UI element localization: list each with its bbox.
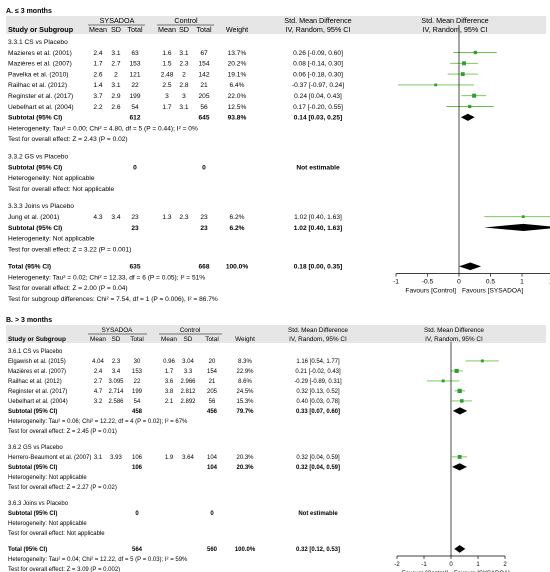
column-header: Mean	[161, 336, 177, 343]
header-smd-plot: Std. Mean Difference	[424, 327, 484, 334]
header-group2: Control	[179, 327, 201, 334]
subgroup-note: Heterogeneity: Not applicable	[8, 521, 87, 527]
subgroup-note: Heterogeneity: Not applicable	[8, 475, 87, 481]
study-name: Reginster et al. (2017)	[8, 389, 68, 395]
column-header: Weight	[225, 25, 249, 34]
study-total1: 23	[131, 213, 139, 221]
header-smd-text: Std. Mean Difference	[284, 16, 352, 25]
subtotal-weight: 20.3%	[236, 465, 254, 471]
column-header: IV, Random, 95% CI	[285, 25, 351, 34]
subgroup-note: Test for overall effect: Not applicable	[8, 185, 115, 193]
subtotal-label: Subtotal (95% CI)	[8, 409, 58, 415]
study-point	[455, 369, 459, 373]
study-point	[522, 215, 525, 218]
column-header: Total	[130, 336, 144, 343]
subtotal-total1: 0	[133, 164, 137, 172]
study-weight: 8.3%	[238, 359, 252, 365]
x-tick-label: -2	[394, 562, 400, 568]
study-mean1: 1.4	[93, 82, 103, 90]
study-weight: 15.3%	[236, 399, 254, 405]
total-note: Heterogeneity: Tau² = 0.04; Chi² = 12.22, df = 5 (P = 0.03); I² = 59%	[8, 557, 188, 563]
subtotal-total2: 645	[198, 114, 210, 122]
study-sd2: 3	[182, 93, 186, 100]
study-weight: 8.6%	[238, 379, 252, 385]
subtotal-total1: 0	[135, 511, 139, 517]
total-total1: 564	[131, 547, 143, 553]
study-total1: 30	[133, 359, 141, 365]
study-weight: 22.9%	[236, 369, 254, 375]
study-weight: 13.7%	[227, 49, 247, 57]
study-name: Railhac et al. (2012)	[8, 379, 62, 385]
study-mean2: 2.48	[160, 71, 174, 79]
study-ci-text: 0.26 [-0.09, 0.60]	[293, 49, 343, 57]
subtotal-ci-text: Not estimable	[296, 164, 340, 172]
total-note: Heterogeneity: Tau² = 0.02; Chi² = 12.33, df = 6 (P = 0.05); I² = 51%	[8, 274, 206, 282]
study-mean1: 2.4	[93, 369, 103, 375]
study-sd1: 2	[114, 71, 118, 79]
header-smd-text: Std. Mean Difference	[288, 327, 348, 334]
study-total2: 56	[208, 399, 216, 405]
study-total1: 22	[131, 82, 139, 90]
subtotal-weight: 93.8%	[227, 114, 247, 122]
study-name: Mazieres et al. (2001)	[8, 49, 72, 57]
study-point	[460, 399, 463, 402]
study-point	[468, 105, 471, 108]
subtotal-total2: 456	[206, 409, 218, 415]
study-ci-text: 0.32 [0.04, 0.59]	[296, 455, 340, 461]
study-sd2: 3.1	[179, 49, 189, 57]
study-total1: 199	[129, 93, 141, 100]
study-sd2: 2.8	[179, 82, 189, 90]
total-note: Test for overall effect: Z = 2.00 (P = 0.04)	[8, 285, 128, 293]
column-header: Weight	[235, 336, 255, 343]
study-total2: 23	[200, 213, 208, 221]
study-mean2: 1.9	[164, 455, 174, 461]
study-total1: 121	[129, 71, 141, 79]
study-point	[481, 359, 484, 362]
subtotal-total2: 0	[202, 164, 206, 172]
study-mean1: 2.6	[93, 71, 103, 79]
study-sd1: 2.7	[111, 60, 121, 68]
study-ci-text: 0.08 [-0.14, 0.30]	[293, 60, 343, 68]
study-total2: 67	[200, 49, 208, 57]
study-sd2: 2.892	[180, 399, 196, 405]
study-mean2: 2.1	[164, 399, 174, 405]
study-mean1: 2.2	[93, 103, 103, 111]
study-total2: 56	[200, 103, 208, 111]
subgroup-note: Test for overall effect: Not applicable	[8, 531, 105, 537]
study-mean2: 3.8	[164, 389, 174, 395]
total-note: Test for overall effect: Z = 3.09 (P = 0.002)	[8, 567, 121, 572]
column-header: SD	[179, 25, 189, 34]
subtotal-ci-text: 0.14 [0.03, 0.25]	[293, 114, 343, 122]
study-name: Uebelhart et al. (2004)	[8, 399, 68, 405]
study-mean2: 0.96	[163, 359, 175, 365]
subtotal-label: Subtotal (95% CI)	[8, 164, 63, 172]
study-sd1: 3.1	[111, 49, 121, 57]
study-mean1: 3.2	[93, 399, 103, 405]
study-mean2: 1.7	[164, 369, 174, 375]
study-sd2: 2.3	[179, 213, 189, 221]
x-tick-label: 1	[476, 562, 480, 568]
study-mean2: 1.6	[162, 49, 172, 57]
study-sd2: 2.812	[180, 389, 196, 395]
study-ci-text: 1.02 [0.40, 1.63]	[294, 213, 342, 221]
subtotal-total1: 23	[131, 224, 139, 232]
study-sd1: 2.6	[111, 103, 121, 111]
column-header: SD	[111, 25, 121, 34]
study-ci-text: 0.21 [-0.02, 0.43]	[295, 369, 341, 375]
subtotal-diamond	[453, 407, 467, 414]
study-ci-text: 0.40 [0.03, 0.78]	[296, 399, 340, 405]
study-mean2: 1.3	[162, 213, 172, 221]
column-header: Mean	[90, 336, 106, 343]
study-weight: 20.3%	[236, 455, 254, 461]
total-total2: 560	[206, 547, 218, 553]
study-mean1: 4.3	[93, 213, 103, 221]
study-total2: 154	[198, 60, 210, 68]
study-total2: 142	[198, 71, 210, 79]
study-name: Jung et al. (2001)	[8, 213, 60, 221]
study-total2: 21	[200, 82, 208, 90]
subtotal-label: Subtotal (95% CI)	[8, 465, 58, 471]
subtotal-ci-text: 1.02 [0.40, 1.63]	[293, 224, 343, 232]
study-total1: 153	[129, 60, 141, 68]
study-total2: 104	[206, 455, 218, 461]
total-weight: 100.0%	[225, 263, 249, 271]
study-ci-text: 0.32 [0.13, 0.52]	[296, 389, 340, 395]
study-ci-text: 0.24 [0.04, 0.43]	[294, 93, 342, 100]
study-sd1: 3.4	[111, 213, 121, 221]
study-total1: 54	[131, 103, 139, 111]
study-sd1: 2.714	[108, 389, 124, 395]
total-total2: 668	[198, 263, 210, 271]
study-mean2: 2.5	[162, 82, 172, 90]
subtotal-total2: 23	[200, 224, 208, 232]
study-ci-text: 0.17 [-0.20, 0.55]	[293, 103, 343, 111]
study-total2: 205	[206, 389, 218, 395]
study-sd2: 3.64	[182, 455, 194, 461]
subgroup-note: Test for overall effect: Z = 2.43 (P = 0.02)	[8, 136, 128, 144]
subgroup-title: 3.6.3 Joins vs Placebo	[8, 501, 69, 507]
total-total1: 635	[129, 263, 141, 271]
total-ci-text: 0.18 [0.00, 0.35]	[293, 263, 343, 271]
study-total1: 22	[133, 379, 141, 385]
study-sd1: 2.586	[108, 399, 124, 405]
subtotal-ci-text: Not estimable	[298, 511, 338, 517]
subtotal-ci-text: 0.33 [0.07, 0.60]	[295, 409, 341, 415]
subtotal-ci-text: 0.32 [0.04, 0.59]	[295, 465, 341, 471]
subtotal-label: Subtotal (95% CI)	[8, 224, 63, 232]
study-sd2: 2.3	[179, 60, 189, 68]
study-sd1: 2.3	[111, 359, 121, 365]
panel-label: A. ≤ 3 months	[6, 8, 52, 15]
study-mean2: 1.5	[162, 60, 172, 68]
study-weight: 12.5%	[227, 103, 247, 111]
total-diamond	[454, 545, 465, 553]
study-total1: 199	[131, 389, 143, 395]
x-tick-label: 1	[520, 278, 524, 286]
study-name: Pavelka et al. (2010)	[8, 71, 69, 79]
study-total2: 205	[198, 93, 210, 100]
subtotal-diamond	[452, 463, 467, 470]
column-header: IV, Random, 95% CI	[289, 336, 347, 343]
column-header: Mean	[158, 25, 176, 34]
favours-left-label: Favours [Control]	[405, 287, 456, 295]
study-total2: 154	[206, 369, 218, 375]
x-tick-label: 2	[503, 562, 507, 568]
study-mean2: 3	[165, 93, 169, 100]
study-name: Uebelhart et al. (2004)	[8, 103, 74, 111]
column-header: Total	[205, 336, 219, 343]
study-mean1: 4.04	[92, 359, 104, 365]
column-header: Total	[196, 25, 212, 34]
column-header: IV, Random, 95% CI	[425, 336, 483, 343]
header-smd-plot: Std. Mean Difference	[421, 16, 489, 25]
study-point	[442, 379, 445, 382]
study-sd2: 2	[182, 71, 186, 79]
subtotal-total1: 458	[131, 409, 143, 415]
study-name: Herrero-Beaumont et al. (2007)	[8, 455, 92, 461]
study-point	[461, 72, 465, 76]
study-sd1: 2.9	[111, 93, 121, 100]
subgroup-note: Heterogeneity: Not applicable	[8, 175, 95, 183]
header-group1: SYSADOA	[101, 327, 133, 334]
study-ci-text: -0.29 [-0.89, 0.31]	[294, 379, 342, 385]
x-tick-label: 0	[457, 278, 461, 286]
subgroup-title: 3.3.2 GS vs Placebo	[8, 153, 69, 161]
subtotal-total1: 106	[131, 465, 143, 471]
subgroup-note: Test for overall effect: Z = 3.22 (P = 0.001)	[8, 246, 132, 254]
study-point	[472, 94, 476, 98]
column-header: SD	[183, 336, 193, 343]
subgroup-title: 3.3.1 CS vs Placebo	[8, 39, 68, 46]
study-point	[474, 51, 477, 54]
x-tick-label: 0.5	[485, 278, 496, 286]
study-total1: 63	[131, 49, 139, 57]
study-point	[458, 389, 462, 393]
study-mean1: 3.7	[93, 93, 103, 100]
study-total1: 153	[131, 369, 143, 375]
study-total2: 21	[208, 379, 216, 385]
subgroup-note: Test for overall effect: Z = 2.27 (P = 0.02)	[8, 485, 117, 491]
subtotal-diamond	[484, 224, 550, 231]
study-weight: 6.2%	[229, 213, 245, 221]
study-name: Railhac et al. (2012)	[8, 82, 68, 90]
x-tick-label: 0	[449, 562, 453, 568]
column-header: SD	[111, 336, 121, 343]
study-sd2: 3.3	[183, 369, 193, 375]
study-point	[458, 455, 462, 459]
subgroup-note: Heterogeneity: Tau² = 0.06; Chi² = 12.22, df = 4 (P = 0.02); I² = 67%	[8, 419, 188, 425]
study-name: Mazières et al. (2007)	[8, 369, 67, 375]
column-header: Mean	[89, 25, 107, 34]
column-header: Study or Subgroup	[8, 336, 66, 343]
study-ci-text: 0.06 [-0.18, 0.30]	[293, 71, 343, 79]
column-header: IV, Random, 95% CI	[422, 25, 488, 34]
study-sd2: 3.04	[182, 359, 194, 365]
study-total2: 20	[208, 359, 216, 365]
study-name: Mazières et al. (2007)	[8, 60, 72, 68]
study-weight: 22.0%	[227, 93, 247, 100]
study-mean1: 3.1	[93, 455, 103, 461]
subgroup-note: Heterogeneity: Tau² = 0.00; Chi² = 4.80, df = 5 (P = 0.44); I² = 0%	[8, 125, 198, 133]
study-ci-text: 1.16 [0.54, 1.77]	[296, 359, 340, 365]
study-weight: 19.1%	[227, 71, 247, 79]
total-label: Total (95% CI)	[8, 547, 48, 553]
study-ci-text: -0.37 [-0.97, 0.24]	[291, 82, 345, 90]
subtotal-total1: 612	[129, 114, 141, 122]
subtotal-label: Subtotal (95% CI)	[8, 511, 58, 517]
study-weight: 20.2%	[227, 60, 247, 68]
study-total1: 54	[133, 399, 141, 405]
subtotal-label: Subtotal (95% CI)	[8, 114, 63, 122]
study-name: Reginster et al. (2017)	[8, 93, 74, 100]
header-group1: SYSADOA	[99, 16, 135, 25]
study-sd2: 2.966	[180, 379, 196, 385]
total-diamond	[459, 263, 481, 271]
study-sd2: 3.1	[179, 103, 189, 111]
favours-right-label: Favours [SYSADOA]	[462, 287, 524, 295]
study-total1: 106	[131, 455, 143, 461]
header-group2: Control	[174, 16, 198, 25]
total-ci-text: 0.32 [0.12, 0.53]	[295, 547, 341, 553]
study-point	[434, 84, 437, 87]
study-name: Elgawish et al. (2015)	[8, 359, 66, 365]
total-note: Test for subgroup differences: Chi² = 7.54, df = 1 (P = 0.006), I² = 86.7%	[8, 296, 218, 304]
subtotal-total2: 104	[206, 465, 218, 471]
subtotal-weight: 6.2%	[229, 224, 245, 232]
x-tick-label: -1	[393, 278, 399, 286]
study-mean2: 3.6	[164, 379, 174, 385]
column-header: Study or Subgroup	[8, 25, 74, 34]
study-mean1: 1.7	[93, 60, 103, 68]
study-sd1: 3.095	[108, 379, 124, 385]
study-mean1: 2.4	[93, 49, 103, 57]
subtotal-total2: 0	[210, 511, 214, 517]
subtotal-weight: 79.7%	[236, 409, 254, 415]
total-label: Total (95% CI)	[8, 263, 52, 271]
study-mean1: 2.7	[93, 379, 103, 385]
study-mean2: 1.7	[162, 103, 172, 111]
column-header: Total	[127, 25, 143, 34]
x-tick-label: -1	[421, 562, 427, 568]
study-sd1: 3.93	[110, 455, 122, 461]
study-weight: 6.4%	[229, 82, 245, 90]
study-sd1: 3.1	[111, 82, 121, 90]
study-point	[462, 61, 466, 65]
subgroup-title: 3.6.2 GS vs Placebo	[8, 445, 63, 451]
x-tick-label: -0.5	[421, 278, 434, 286]
study-mean1: 4.7	[93, 389, 103, 395]
subgroup-note: Heterogeneity: Not applicable	[8, 235, 95, 243]
total-weight: 100.0%	[234, 547, 256, 553]
subgroup-title: 3.3.3 Joins vs Placebo	[8, 203, 74, 211]
panel-label: B. > 3 months	[6, 317, 53, 324]
subtotal-diamond	[461, 114, 475, 121]
subgroup-note: Test for overall effect: Z = 2.45 (P = 0.01)	[8, 429, 117, 435]
subgroup-title: 3.6.1 CS vs Placebo	[8, 349, 63, 355]
study-sd1: 3.4	[111, 369, 121, 375]
study-weight: 24.5%	[236, 389, 254, 395]
